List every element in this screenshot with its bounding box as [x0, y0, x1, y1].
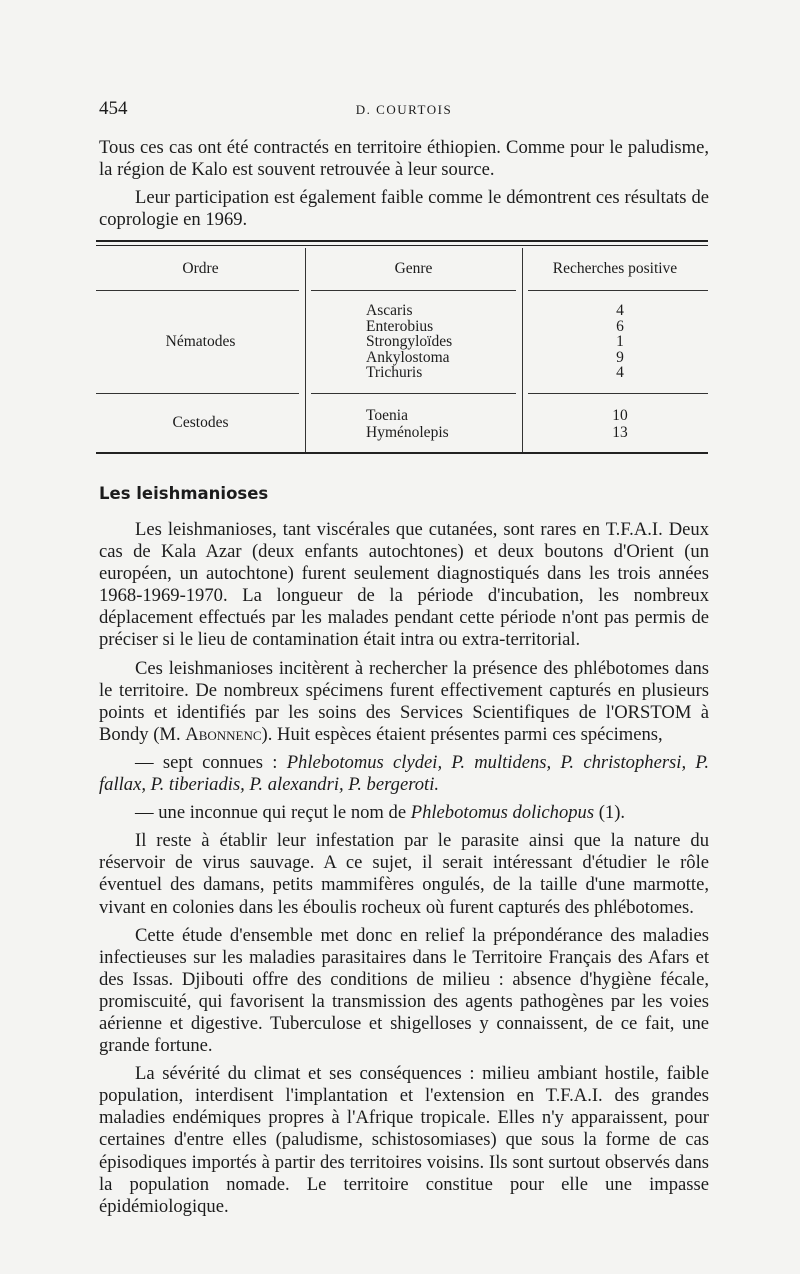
section-heading: Les leishmanioses	[99, 484, 269, 503]
table-cell-value: 9	[616, 348, 624, 366]
column-divider-1	[305, 248, 306, 452]
table-cell-genre: Ankylostoma	[366, 348, 450, 366]
running-head: D. COURTOIS	[355, 102, 453, 117]
section-paragraph-5: Il reste à établir leur infestation par le parasite ainsi que la nature du réservoir de virus sauvage. A ce sujet, il serait intéressant d'étudier le rôle éventuel des damans, petits mammifères ongulés, de la taille d'une marmotte, vivant en colonies dans les éboulis rocheux où furent capturés des phlébotomes.	[99, 830, 709, 918]
section-paragraph-1: Les leishmanioses, tant viscérales que cutanées, sont rares en T.F.A.I. Deux cas de Kala Azar (deux enfants autochtones) et deux boutons d'Orient (un européen, un autochtone) furent seulement diagnostiqués dans les trois années 1968-1969-1970. La longueur de la période d'incubation, les nombreux déplacement effectués par les malades pendant cette période n'ont pas permis de préciser si le lieu de contamination était intra ou extra-territorial.	[99, 519, 709, 651]
table-top-rule	[96, 240, 708, 242]
page-header	[99, 98, 709, 122]
species-list-known: — sept connues : Phlebotomus clydei, P. multidens, P. christophersi, P. fallax, P. tiberiadis, P. alexandri, P. bergeroti.	[99, 751, 709, 796]
section-paragraph-7: La sévérité du climat et ses conséquences : milieu ambiant hostile, faible population, interdisent l'implantation et l'extension en T.F.A.I. des grandes maladies endémiques propres à l'Afrique tropicale. Elles n'y apparaissent, pour certaines d'entre elles (paludisme, schistosomiases) que sous la forme de cas épisodiques importés à partir des territoires voisins. Ils sont surtout observés dans la population nomade. Le territoire constitue pour elle une impasse épidémiologique.	[99, 1063, 709, 1217]
table-cell-value: 10	[612, 407, 628, 424]
group-separator-recherches	[528, 393, 708, 394]
species-names: Phlebotomus clydei, P. multidens, P. christophersi, P. fallax, P. tiberiadis, P. alexandri, P. bergeroti.	[99, 751, 709, 796]
species-name-new: Phlebotomus dolichopus	[410, 802, 595, 824]
intro-paragraph-2: Leur participation est également faible comme le démontrent ces résultats de coprologie en 1969.	[99, 187, 709, 231]
section-body	[99, 519, 709, 1218]
column-header-genre: Genre	[394, 260, 433, 277]
table-cell-genre: Enterobius	[366, 317, 434, 335]
table-cell-value: 6	[616, 317, 624, 335]
table-cell-genre: Toenia	[366, 407, 408, 424]
coprology-table	[96, 240, 708, 454]
section-paragraph-6: Cette étude d'ensemble met donc en relief la prépondérance des maladies infectieuses sur les maladies parasitaires dans le Territoire Français des Afars et des Issas. Djibouti offre des conditions de milieu : absence d'hygiène fécale, promiscuité, qui favorisent la transmission des agents pathogènes par les voies aérienne et digestive. Tuberculose et shigelloses y connaissent, de ce fait, une grande fortune.	[99, 924, 709, 1057]
header-underline-recherches	[528, 290, 708, 291]
intro-paragraph-1: Tous ces cas ont été contractés en territoire éthiopien. Comme pour le paludisme, la région de Kalo est souvent retrouvée à leur source.	[99, 137, 709, 181]
group-separator-ordre	[96, 393, 299, 394]
author-name: Abonnenc	[185, 723, 262, 745]
table-top-rule-thin	[96, 245, 708, 246]
group-ordre-nematodes: Nématodes	[165, 333, 236, 350]
column-header-recherches: Recherches positive	[552, 260, 678, 277]
table-bottom-rule	[96, 452, 708, 454]
table-cell-genre: Hyménolepis	[366, 424, 449, 441]
species-list-unknown: — une inconnue qui reçut le nom de Phlebotomus dolichopus (1).	[135, 802, 626, 824]
header-underline-genre	[311, 290, 516, 291]
table-cell-genre: Strongyloïdes	[366, 333, 453, 350]
table-cell-value: 13	[612, 424, 628, 441]
group-ordre-cestodes: Cestodes	[172, 414, 229, 431]
section-paragraph-2: Ces leishmanioses incitèrent à rechercher la présence des phlébotomes dans le territoire. De nombreux spécimens furent effectivement capturés en plusieurs points et identifiés par les soins des Services Scientifiques de l'ORSTOM à Bondy (M. Abonnenc). Huit espèces étaient présentes parmi ces spécimens,	[99, 657, 709, 745]
intro-text	[99, 137, 709, 231]
group-separator-genre	[311, 393, 516, 394]
table-cell-value: 4	[616, 302, 624, 319]
page-number: 454	[99, 98, 128, 119]
table-cell-value: 1	[616, 333, 624, 350]
table-cell-genre: Trichuris	[366, 364, 423, 381]
column-header-ordre: Ordre	[182, 260, 219, 277]
column-divider-2	[522, 248, 523, 452]
table-cell-value: 4	[616, 364, 624, 381]
header-underline-ordre	[96, 290, 299, 291]
table-cell-genre: Ascaris	[366, 302, 413, 319]
